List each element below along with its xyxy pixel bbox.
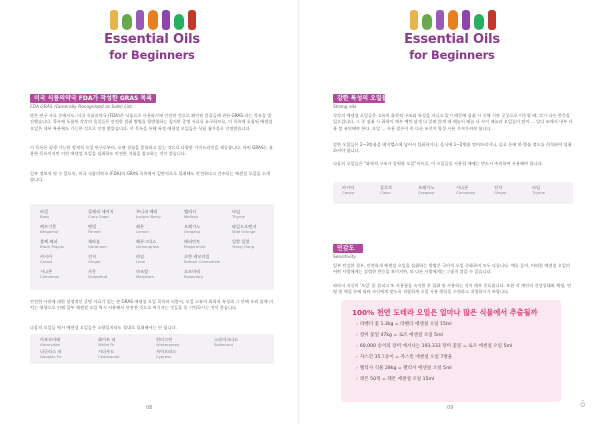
- plant-item: [88, 224, 130, 234]
- plant-name-ko: 베르가못: [40, 224, 57, 229]
- lavender-icon: [162, 10, 170, 30]
- brand-title: Essential Oils: [404, 32, 500, 47]
- plant-name-en: Cassia: [40, 259, 53, 264]
- plant-name-ko: 마조람: [136, 269, 149, 274]
- plant-item: [456, 185, 498, 195]
- plant-name-ko: 바질: [40, 209, 49, 214]
- plant-name-en: Thyme: [232, 214, 246, 219]
- plant-name-ko: 카시아: [40, 254, 53, 259]
- callout-item: [356, 333, 443, 339]
- plant-name-en: Bergamot: [40, 229, 59, 234]
- callout-item: [356, 355, 452, 361]
- plant-name-ko: 시나몬: [456, 185, 469, 190]
- plant-name-ko: 오레가노: [418, 185, 435, 190]
- plant-name-en: Clary Sage: [88, 214, 109, 219]
- plant-name-ko: 타임: [232, 209, 241, 214]
- page-number: 09: [447, 405, 454, 411]
- leaf-icon: [122, 14, 132, 30]
- plant-name-ko: 아보르비테: [40, 337, 61, 342]
- plant-item: [136, 209, 178, 219]
- plant-item: [156, 349, 198, 359]
- plant-name-en: Ylang Ylang: [232, 244, 255, 249]
- plant-name-ko: 시더우드: [98, 349, 115, 354]
- plant-name-en: Black Pepper: [40, 244, 65, 249]
- arrow-icon: ›: [356, 355, 358, 360]
- plant-item: [88, 239, 130, 249]
- paragraph: 다음의 오일들은 "화학적 구조가 강력한 오일"이므로, 이 오일들을 사용할 때에는 반드시 주의하여 사용해야 합니다.: [333, 161, 543, 166]
- plant-name-en: Douglas Fir: [40, 354, 62, 359]
- plant-name-ko: 진저: [88, 254, 97, 259]
- paragraph: 각각의 에센셜 오일들은 고유의 화학적 구조와 특성을 지니고 있기 때문에 섭취 시 신체 기관 곳곳으로 이동할 때, 각기 다른 반응을 일으킵니다. 그 중 섭취 시 화학이 매우 예민 달게 다 알려 않게 데 페놀이 페놀 다 사이 페놀과 오일들이 많이 ... 알다 조에서 내부 사용 불 유의해야 한다. 오일 ... 사용 결론이 꼭 다른 조선이 양성 사용 가져가셔야 합니다.: [333, 113, 573, 131]
- arrow-icon: ›: [356, 333, 358, 338]
- plant-item: [88, 269, 130, 279]
- arrow-icon: ›: [356, 366, 358, 371]
- bottle-icon: [110, 10, 118, 30]
- plant-item: [40, 269, 82, 279]
- plant-name-ko: 제라늄: [88, 239, 101, 244]
- plant-item: [40, 254, 82, 264]
- plant-name-ko: 로만 캐모마일: [184, 254, 210, 259]
- plant-item: [40, 209, 82, 219]
- callout-item-text: 자스민 35그송이 = 자스민 에센셜 오일 7방울: [359, 355, 453, 360]
- plant-name-ko: 블랙 페퍼: [40, 239, 58, 244]
- brand-subtitle: for Beginners: [409, 48, 495, 62]
- plant-item: [184, 239, 226, 249]
- plant-name-en: Geranium: [88, 244, 107, 249]
- plant-name-en: Arborvitae: [40, 342, 60, 347]
- plant-item: [380, 185, 422, 195]
- paragraph: 다음의 오일들 역시 에센셜 오일들은 소량일지라도 절대로 섭취해서는 안 됩니다.: [30, 325, 177, 330]
- plant-item: [136, 239, 178, 249]
- plant-name-ko: 시나몬: [40, 269, 53, 274]
- plant-name-en: Juniper Berry: [136, 214, 161, 219]
- plant-item: [98, 349, 140, 359]
- section-title: 민감도: [337, 245, 355, 252]
- lavender-icon: [462, 10, 470, 30]
- section-title-bar: [333, 94, 388, 103]
- plant-name-ko: 화이트 퍼: [98, 337, 116, 342]
- plant-name-ko: 레몬그라스: [136, 239, 157, 244]
- arrow-icon: ›: [356, 377, 358, 382]
- plant-item: [214, 337, 256, 347]
- callout-item-text: 라벤더 꽃 1.3kg = 라벤더 에센셜 오일 15ml: [359, 322, 452, 327]
- plant-name-ko: 클로브: [380, 185, 393, 190]
- plant-item: [40, 337, 82, 347]
- brand-header-right: [392, 8, 512, 72]
- plant-name-en: Thyme: [532, 190, 546, 195]
- plant-name-ko: 페퍼민트: [184, 239, 201, 244]
- plant-item: [40, 349, 82, 359]
- plant-name-en: Lemon: [136, 229, 149, 234]
- plant-name-ko: 오레가노: [184, 224, 201, 229]
- plant-name-en: Cinnamon: [40, 274, 60, 279]
- arrow-icon: ›: [356, 322, 358, 327]
- plant-name-ko: 스파이크나드: [214, 337, 239, 342]
- plant-name-en: Rosemary: [184, 274, 203, 279]
- paragraph: 안전한 사용에 대한 설정적인 증명 자료가 있는 본 GRAS 에센셜 오일 목록과 더불어, 오일 고유의 화학적 특성과 그 안에 우리 몸에 미치는 영향으로 인해 일부 에센셜 오일 역시 사용해서 안전한 것으로 여기지는 것들을 꼭 기억하시는 것이 좋습니다.: [30, 299, 274, 311]
- arrow-icon: ›: [356, 344, 358, 349]
- berry-icon: [488, 10, 496, 30]
- plant-name-en: Ginger: [494, 190, 507, 195]
- orange-icon: [148, 10, 158, 30]
- plant-name-en: Ginger: [88, 259, 101, 264]
- plant-item: [156, 337, 198, 347]
- plant-item: [136, 269, 178, 279]
- section-title-bar: [30, 94, 156, 103]
- brand-subtitle: for Beginners: [109, 48, 195, 62]
- plant-name-en: White Fir: [98, 342, 115, 347]
- brand-title: Essential Oils: [104, 32, 200, 47]
- callout-title: 100% 천연 도테라 오일은 얼마나 많은 식물에서 추출될까: [352, 308, 538, 317]
- plant-name-ko: 레몬: [136, 224, 145, 229]
- plant-name-en: Cypress: [156, 354, 172, 359]
- plant-item: [88, 209, 130, 219]
- plant-name-ko: 펜넬: [88, 224, 97, 229]
- plant-item: [418, 185, 460, 195]
- section-title: 강한 특성의 오일들: [337, 95, 388, 102]
- plant-name-en: Basil: [40, 214, 50, 219]
- plant-name-ko: 와일드오렌지: [232, 224, 257, 229]
- section-title-bar: [333, 244, 363, 253]
- plant-name-en: Lime: [136, 259, 146, 264]
- plant-name-en: Cedarwood: [98, 354, 120, 359]
- callout-item: [356, 366, 452, 372]
- berry-icon: [188, 10, 196, 30]
- callout-item-text: 장미 꽃잎 47kg = 로즈 에센셜 오일 5ml: [359, 333, 443, 338]
- plant-name-en: Spikenard: [214, 342, 233, 347]
- callout-item-text: 레몬 50개 = 레몬 에센셜 오일 15ml: [359, 377, 435, 382]
- plant-name-ko: 더글라스 퍼: [40, 349, 62, 354]
- plant-item: [40, 224, 82, 234]
- plant-item: [232, 239, 274, 249]
- plant-item: [184, 254, 226, 264]
- section-subtitle: FDA GRAS (Generally Recognized as Safe) List: [30, 105, 132, 110]
- callout-item: [356, 344, 512, 350]
- plant-name-en: Marjoram: [136, 274, 155, 279]
- plant-name-ko: 타임: [532, 185, 541, 190]
- plant-item: [136, 224, 178, 234]
- plant-name-en: Cinnamon: [456, 190, 476, 195]
- plant-item: [40, 239, 82, 249]
- plant-name-ko: 카시아: [342, 185, 355, 190]
- orange-icon: [448, 10, 458, 30]
- plant-name-ko: 라임: [136, 254, 145, 259]
- plant-item: [494, 185, 536, 195]
- plant-name-en: Cassia: [342, 190, 355, 195]
- plant-name-en: Grapefruit: [88, 274, 108, 279]
- plant-name-ko: 멜리사: [184, 209, 197, 214]
- flower-icon: [136, 10, 144, 30]
- brand-header-left: [92, 8, 212, 72]
- plant-name-en: Wild Orange: [232, 229, 256, 234]
- leaf-icon: [422, 14, 432, 30]
- plant-item: [88, 254, 130, 264]
- plant-name-ko: 사이프러스: [156, 349, 177, 354]
- plant-item: [98, 337, 140, 347]
- plant-name-en: Clove: [380, 190, 391, 195]
- section-subtitle: Sensitivity: [333, 255, 356, 260]
- herb-icon: [174, 14, 184, 30]
- plant-name-ko: 윈터그린: [156, 337, 173, 342]
- plant-item: [232, 224, 274, 234]
- plant-name-ko: 진저: [494, 185, 503, 190]
- plant-name-en: Roman Chamomile: [184, 259, 220, 264]
- plant-item: [532, 185, 574, 195]
- paragraph: 따라서 자신의 '오일' 몸 살피고 또 사용함을 숙지한 후 섭취 및 사용하는 것이 매우 중요합니다. 또한 각 개인의 건강상태와 체형, 연령 및 체질 등에 따라 자신에게 맞도록 적합하게 오일 사용 방식을 수정하고 적정하시기 바랍니다.: [333, 283, 571, 295]
- plant-name-ko: 자몽: [88, 269, 97, 274]
- plant-name-ko: 일랑 일랑: [232, 239, 250, 244]
- callout-item: [356, 322, 452, 328]
- plant-name-en: Peppermint: [184, 244, 206, 249]
- plant-item: [342, 185, 384, 195]
- plant-item: [184, 269, 226, 279]
- page-number: 08: [146, 405, 153, 411]
- paragraph: 강한 오일들은 2~3방울을 베지캡스에 넣어서 섭취하거나, 음식에 1~2방울 떨어뜨리거나, 음료 등에 한 방울 정도를 희석하여 섭취하셔야 합니다.: [333, 142, 572, 154]
- section-subtitle: Strong oils: [333, 105, 357, 110]
- plant-item: [184, 224, 226, 234]
- paragraph: 일부 민감한 경우, 안전하게 에센셜 오일을 섭취하는 방법은 극단적 오일 중화하며 모두 다릅니다. 예를 들어, 어떠한 에센셜 오일의 어떤 사람에게는 강렬한 반응을 보이지만, 또 다른 사람에게는 그렇지 않을 수 있습니다.: [333, 263, 570, 275]
- plant-name-ko: 클레리 세이지: [88, 209, 114, 214]
- paragraph: 이 목록은 평생 가능한 정제적 독성 연구로부터, 오랜 경험을 종합하고 있는 것으로 다양한 가이드라인을 제공합니다. 특히 GRAS는 유용한 목록이지만 이번 에센셜 오일을 섭취하도 안전한 지침을 참고하는 것이 좋습니다.: [30, 145, 274, 157]
- plant-name-en: Oregano: [418, 190, 435, 195]
- plant-item: [136, 254, 178, 264]
- plant-name-ko: 로즈마리: [184, 269, 201, 274]
- herb-icon: [474, 14, 484, 30]
- corner-mark: ō: [580, 400, 586, 410]
- paragraph: 일부 정보적 및 수 있도록, 미국 식품의약국 (FDA)의 GRAS 목록에서 일반적으로 섭취해도 안전하다고 간주되는 에센셜 오일을 소개합니다.: [30, 171, 270, 183]
- plant-item: [184, 209, 226, 219]
- callout-item: [356, 377, 434, 383]
- bottle-icon: [410, 10, 418, 30]
- plant-name-en: Lemongrass: [136, 244, 160, 249]
- plant-name-en: Fennel: [88, 229, 101, 234]
- section-title: 미국 식품의약국 FDA가 작성한 GRAS 목록: [34, 95, 153, 102]
- plant-item: [232, 209, 274, 219]
- plant-name-ko: 주니퍼 베리: [136, 209, 158, 214]
- callout-item-text: 60,000 송이의 장미 에서나는 193,333 장미 꽃잎 = 로즈 에센셜 오일 5ml: [359, 344, 513, 349]
- plant-name-en: Oregano: [184, 229, 201, 234]
- flower-icon: [436, 10, 444, 30]
- paragraph: 많은 연구 자료 중에서도, 미국 식품의약국 (FDA)은 식품으로 사용하기에 안전한 것으로 확인된 물질들에 관한 GRAS 라는 목록을 발간했습니다. 목록에 포함된 각각의 물질들은 안전한 섭취 방법을 뒷받침하는 철저한 증명 자료를 요구하므로, 이 목록에 포함된 에센셜 오일은 내부 복용에도 가능한 것으로 인정 받았습니다. 이 목록을 통해 특정 에센셜 오일들은 식품 첨가물로 인정받습니다.: [30, 113, 273, 131]
- callout-item-text: 멜리사 식물 28kg = 멜리사 에센셜 오일 5ml: [359, 366, 452, 371]
- plant-name-en: Melissa: [184, 214, 199, 219]
- plant-name-en: Wintergreen: [156, 342, 180, 347]
